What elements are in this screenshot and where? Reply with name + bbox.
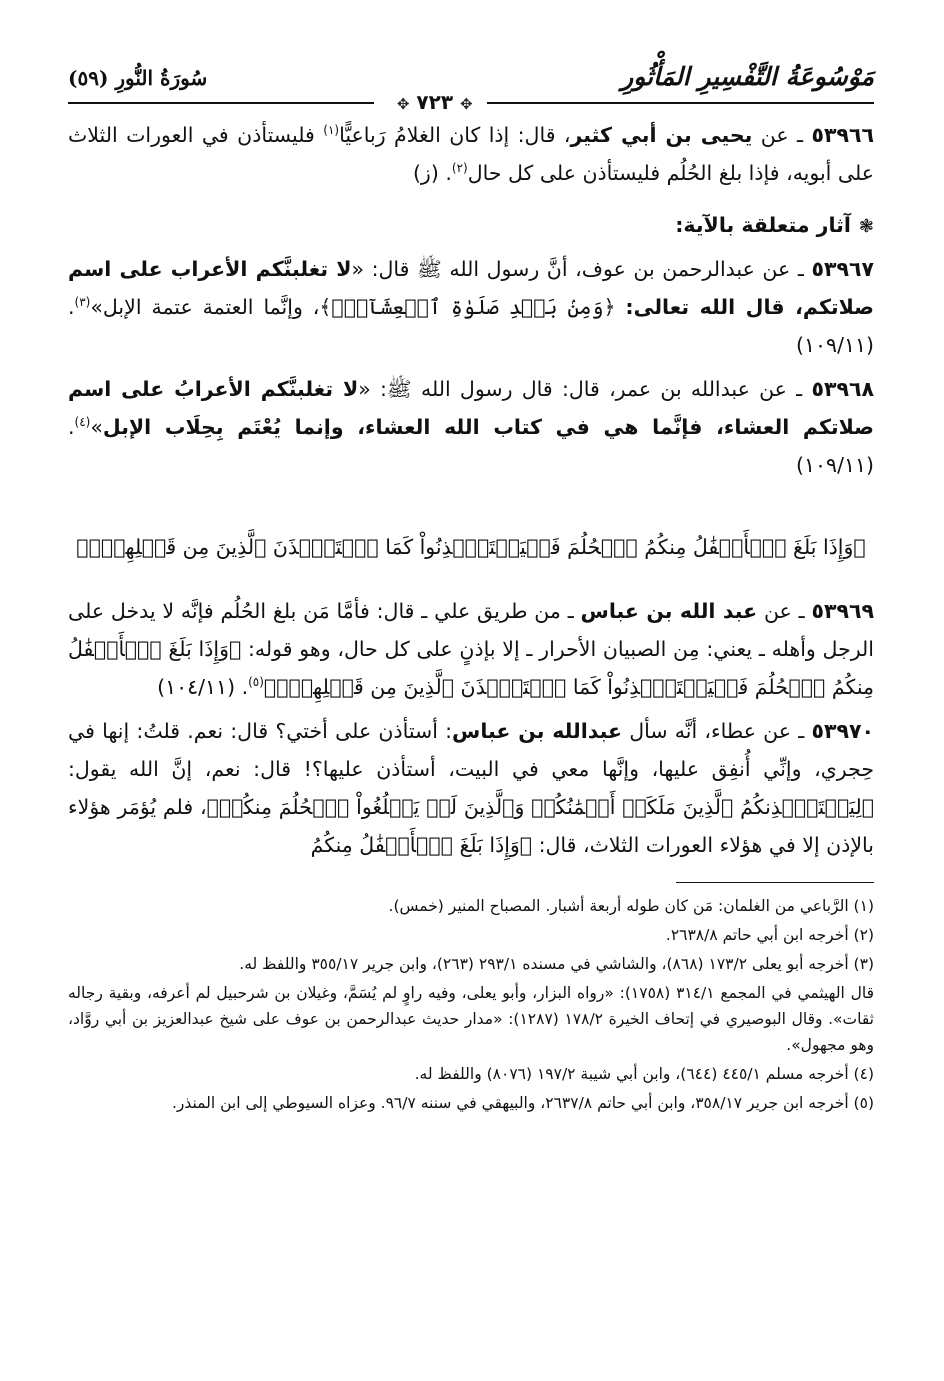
hadith-text: لا تغلبنَّكم الأعراب على اسم صلاتكم، قال الله تعالى: — [68, 257, 874, 319]
quran-verse: ﴿وَمِنۢ بَعۡدِ صَلَوٰةِ ٱلۡعِشَآءِۚ﴾ — [319, 295, 626, 319]
footnote-ref[interactable]: (٤) — [74, 415, 91, 430]
narration-number: ٥٣٩٦٧ — [811, 257, 874, 281]
narration-53968 — [68, 370, 874, 484]
narration-text: ـ عن عبدالله بن عمر، قال: قال رسول الله ﷺ: « — [358, 377, 812, 401]
book-title: مَوْسُوعَةُ التَّفْسِيرِ المَأْثُورِ — [621, 62, 874, 91]
narration-number: ٥٣٩٧٠ — [811, 719, 875, 743]
narration-text: ـ عن — [757, 599, 812, 623]
narrator-name: عبد الله بن عباس — [580, 599, 758, 623]
narration-53966 — [68, 116, 874, 192]
header-rule-left — [68, 102, 374, 104]
footnote-1: (١) الرَّباعي من الغلمان: مَن كان طوله أربعة أشبار. المصباح المنير (خمس). — [388, 897, 874, 915]
header-rule-right — [487, 102, 874, 104]
narration-text: : أستأذن على أختي؟ قال: نعم. قلتُ: إنها في حِجري، وإنِّي أُنفِق عليها، وإنَّها معي في البيت، أستأذن عليها؟! قال: نعم، إنَّ الله يقول: — [68, 719, 874, 781]
footnote-2: (٢) أخرجه ابن أبي حاتم ٢٦٣٨/٨. — [665, 926, 874, 944]
quran-verse: ﴿وَإِذَا بَلَغَ ٱلۡأَطۡفَٰلُ مِنكُمُ ٱلۡحُلُمَ فَلۡيَسۡتَـٔۡذِنُواْ كَمَا ٱسۡتَـٔۡذَنَ ٱلَّذِينَ مِن قَبۡلِهِمۡۚ﴾ — [68, 637, 874, 699]
narration-text: فليستأذن في العورات الثلاث على أبويه، فإذا بلغ الحُلُم فليستأذن على كل حال — [68, 123, 874, 185]
ornament-icon: ✥ — [396, 95, 410, 113]
narration-number: ٥٣٩٦٩ — [811, 599, 874, 623]
footnote-3: (٣) أخرجه أبو يعلى ١٧٣/٢ (٨٦٨)، والشاشي في مسنده ٢٩٣/١ (٢٦٣)، وابن جرير ٣٥٥/١٧ واللفظ له. — [239, 955, 874, 973]
narration-text: ـ عن عطاء، أنَّه سأل — [621, 719, 812, 743]
page — [68, 60, 874, 1361]
narration-text: ـ عن — [752, 123, 812, 147]
narration-number: ٥٣٩٦٨ — [811, 377, 874, 401]
flower-ornament-icon: ❃ — [858, 216, 874, 237]
footnote-4: (٤) أخرجه مسلم ٤٤٥/١ (٦٤٤)، وابن أبي شيبة ١٩٧/٢ (٨٠٧٦) واللفظ له. — [414, 1065, 874, 1083]
narration-text: ـ من طريق علي ـ قال: فأمَّا مَن بلغ الحُلُم فإنَّه لا يدخل على الرجل وأهله ـ يعني: مِن الصبيان الأحرار ـ إلا بإذنٍ على كل حال، وهو قوله: — [68, 599, 874, 661]
narrator-name: عبدالله بن عباس — [452, 719, 622, 743]
narration-text: ـ عن عبدالرحمن بن عوف، أنَّ رسول الله ﷺ قال: « — [351, 257, 812, 281]
footnote-ref[interactable]: (١) — [323, 123, 340, 138]
narrator-name: يحيى بن أبي كثير — [570, 123, 753, 147]
quran-verse: ﴿وَإِذَا بَلَغَ ٱلۡأَطۡفَٰلُ مِنكُمُ — [310, 833, 533, 857]
volume-reference: . (١٠٩/١١) — [68, 295, 874, 357]
ornament-icon: ✥ — [460, 95, 473, 113]
footnote-ref[interactable]: (٥) — [248, 675, 264, 690]
verse-heading: ﴿وَإِذَا بَلَغَ ٱلۡأَطۡفَٰلُ مِنكُمُ ٱلۡحُلُمَ فَلۡيَسۡتَـٔۡذِنُواْ كَمَا ٱسۡتَـٔۡذَنَ ٱلَّذِينَ مِن قَبۡلِهِمۡۚ﴾ — [76, 535, 866, 559]
narration-text: ، فلم يُؤمَر هؤلاء بالإذن إلا في هؤلاء العورات الثلاث، قال: — [68, 795, 874, 857]
footnote-5: (٥) أخرجه ابن جرير ٣٥٨/١٧، وابن أبي حاتم ٢٦٣٧/٨، والبيهقي في سننه ٩٦/٧. وعزاه السيوطي إلى ابن المنذر. — [171, 1094, 874, 1112]
narration-53967 — [68, 250, 874, 364]
footnote-3-continued: قال الهيثمي في المجمع ٣١٤/١ (١٧٥٨): «رواه البزار، وأبو يعلى، وفيه راوٍ لم يُسَمَّ، وغيلان بن شرحبيل لم أعرفه، وبقية رجاله ثقات». وقال البوصيري في إتحاف الخيرة ١٧٨/٢ (١٢٨٧): «مدار حديث عبدالرحمن بن عوف على شيخ عبدالعزيز بن أبي روَّاد، وهو مجهول». — [68, 984, 875, 1054]
footnotes — [68, 893, 874, 1116]
page-header — [68, 60, 874, 116]
section-heading-text: آثار متعلقة بالآية: — [675, 213, 851, 237]
volume-reference: . (١٠٩/١١) — [68, 415, 874, 477]
volume-reference: . (١٠٤/١١) — [157, 675, 249, 699]
footnote-ref[interactable]: (٣) — [74, 295, 91, 310]
narration-number: ٥٣٩٦٦ — [811, 123, 874, 147]
narration-text: » — [90, 415, 103, 439]
footnote-separator — [676, 882, 874, 883]
narration-53970 — [68, 712, 874, 864]
surah-title: سُورَةُ النُّورِ (٥٩) — [68, 66, 208, 90]
section-heading — [68, 208, 874, 244]
hadith-text: لا تغلبنَّكم الأعرابُ على اسم صلاتكم العشاء، فإنَّما هي في كتاب الله العشاء، وإنما يُعْتَم بِحِلَاب الإبل — [68, 377, 874, 439]
narration-53969 — [68, 592, 874, 706]
narration-text: ، وإنَّما العتمة عتمة الإبل» — [90, 295, 320, 319]
page-number-text: ٧٢٣ — [416, 90, 454, 114]
narration-text: . (ز) — [412, 161, 452, 185]
narration-text: ، قال: إذا كان الغلامُ رَباعيًّا — [339, 123, 571, 147]
quran-verse: ﴿لِيَسۡتَـٔۡذِنكُمُ ٱلَّذِينَ مَلَكَتۡ أَيۡمَٰنُكُمۡ وَٱلَّذِينَ لَمۡ يَبۡلُغُواْ ٱلۡحُلُمَ مِنكُمۡ﴾ — [206, 795, 874, 819]
page-number — [390, 90, 479, 114]
footnote-ref[interactable]: (٢) — [451, 161, 468, 176]
